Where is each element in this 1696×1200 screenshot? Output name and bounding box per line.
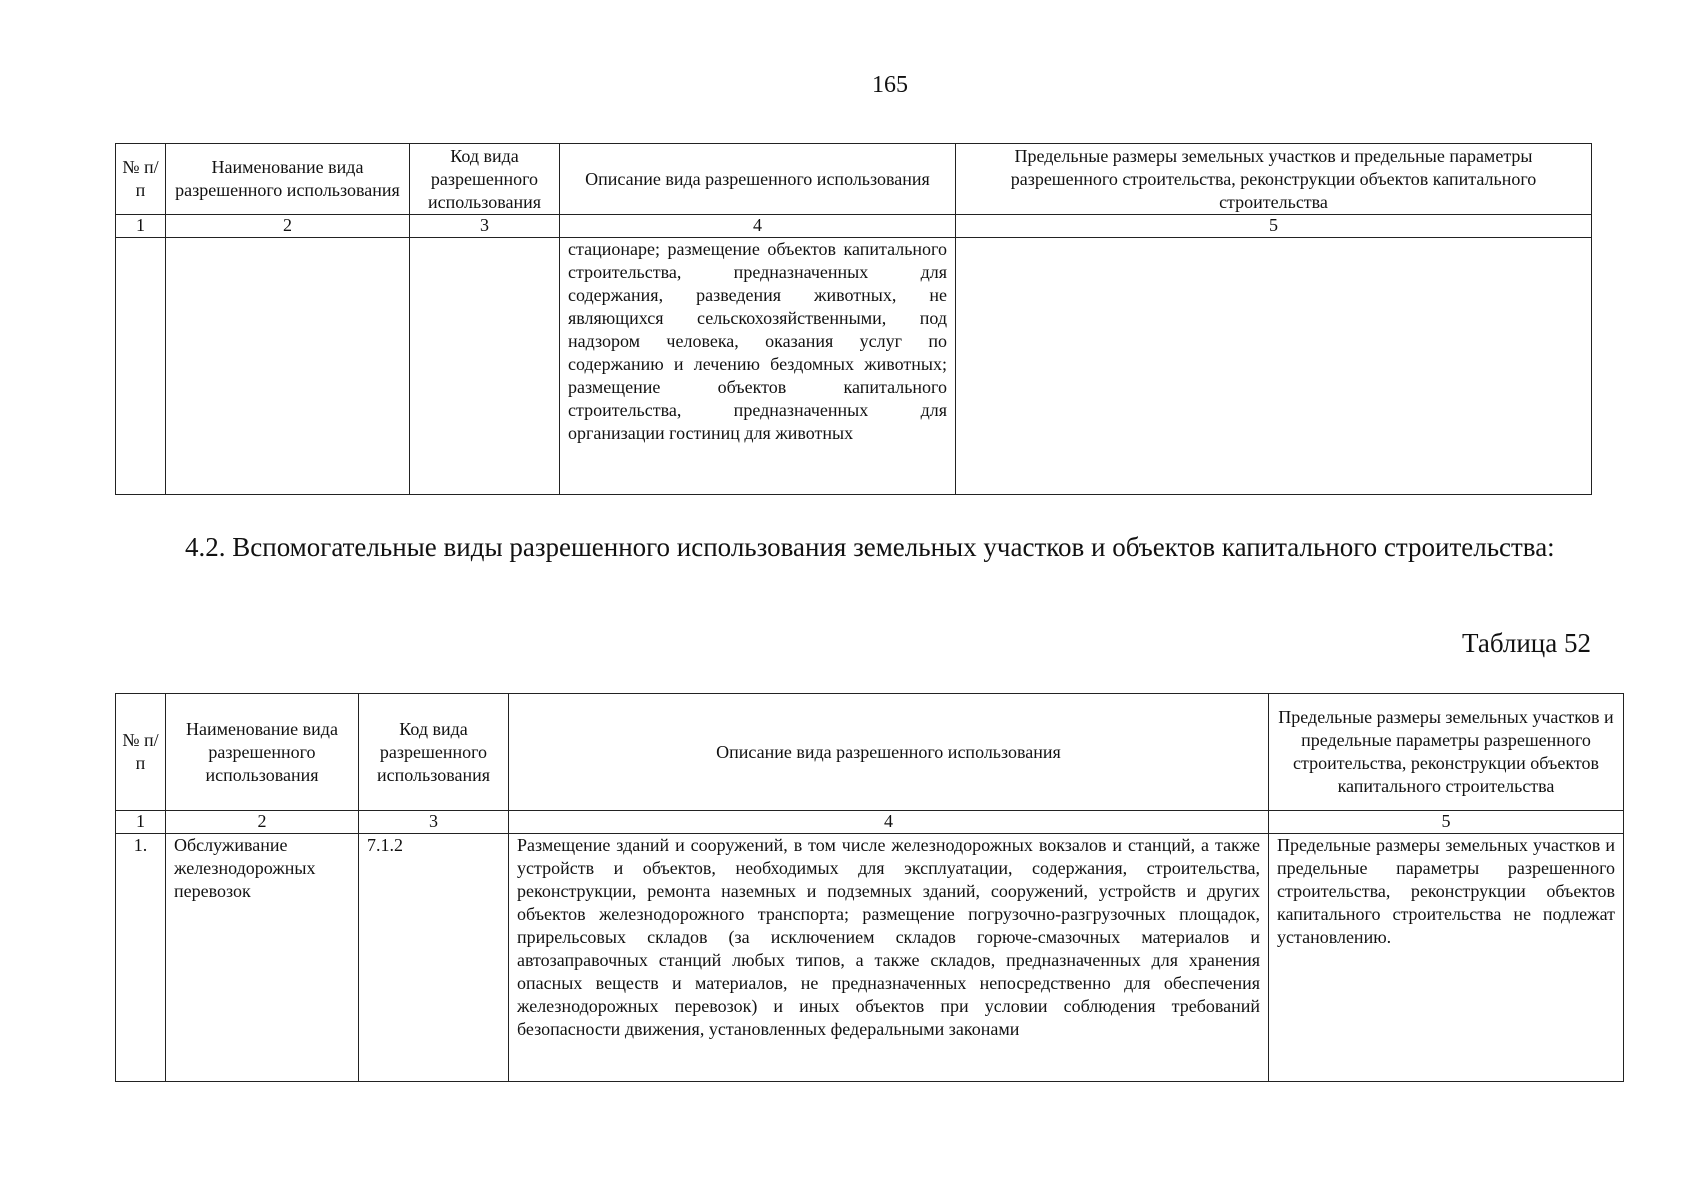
row-number	[116, 238, 166, 495]
table-header-row	[116, 144, 1592, 215]
header-use-description: Описание вида разрешенного использования	[509, 694, 1269, 811]
page-number: 165	[872, 72, 908, 98]
header-use-code: Код вида разрешенного использования	[359, 694, 509, 811]
index-cell: 5	[1269, 811, 1624, 834]
header-use-code: Код вида разрешенного использования	[410, 144, 560, 215]
table-index-row	[116, 811, 1624, 834]
header-use-name: Наименование вида разрешенного использования	[166, 144, 410, 215]
index-cell: 5	[956, 215, 1592, 238]
row-use-description: стационаре; размещение объектов капитального строительства, предназначенных для содержания, разведения животных, не являющихся сельскохозяйственными, под надзором человека, оказания услуг по содержанию и лечению бездомных животных; размещение объектов капитального строительства, предназначенных для организации гостиниц для животных	[560, 238, 956, 495]
header-limits: Предельные размеры земельных участков и предельные параметры разрешенного строительства, реконструкции объектов капитального строительства	[1269, 694, 1624, 811]
index-cell: 3	[410, 215, 560, 238]
row-use-name	[166, 238, 410, 495]
row-limits: Предельные размеры земельных участков и предельные параметры разрешенного строительства, реконструкции объектов капитального строительства не подлежат установлению.	[1269, 834, 1624, 1082]
row-use-code: 7.1.2	[359, 834, 509, 1082]
table-main-uses-continued	[115, 143, 1592, 495]
index-cell: 4	[509, 811, 1269, 834]
row-use-description: Размещение зданий и сооружений, в том числе железнодорожных вокзалов и станций, а также устройств и объектов, необходимых для эксплуатации, содержания, строительства, реконструкции, ремонта наземных и подземных зданий, сооружений, устройств и других объектов железнодорожного транспорта; размещение погрузочно-разгрузочных площадок, прирельсовых складов (за исключением складов горюче-смазочных материалов и автозаправочных станций любых типов, а также складов, предназначенных для хранения опасных веществ и материалов, не предназначенных непосредственно для обеспечения железнодорожных перевозок) и иных объектов при условии соблюдения требований безопасности движения, установленных федеральными законами	[509, 834, 1269, 1082]
index-cell: 2	[166, 811, 359, 834]
table-row	[116, 238, 1592, 495]
header-use-description: Описание вида разрешенного использования	[560, 144, 956, 215]
table-index-row	[116, 215, 1592, 238]
section-heading: 4.2. Вспомогательные виды разрешенного использования земельных участков и объектов капитального строительства:	[185, 532, 1555, 562]
table-caption: Таблица 52	[1462, 628, 1591, 658]
index-cell: 3	[359, 811, 509, 834]
table-auxiliary-uses	[115, 693, 1624, 1082]
index-cell: 1	[116, 215, 166, 238]
header-number: № п/п	[116, 144, 166, 215]
index-cell: 4	[560, 215, 956, 238]
table-header-row	[116, 694, 1624, 811]
header-number: № п/п	[116, 694, 166, 811]
row-number: 1.	[116, 834, 166, 1082]
row-use-code	[410, 238, 560, 495]
row-limits	[956, 238, 1592, 495]
header-limits: Предельные размеры земельных участков и предельные параметры разрешенного строительства, реконструкции объектов капитального строительства	[956, 144, 1592, 215]
table-row	[116, 834, 1624, 1082]
index-cell: 1	[116, 811, 166, 834]
header-use-name: Наименование вида разрешенного использования	[166, 694, 359, 811]
index-cell: 2	[166, 215, 410, 238]
row-use-name: Обслуживание железнодорожных перевозок	[166, 834, 359, 1082]
